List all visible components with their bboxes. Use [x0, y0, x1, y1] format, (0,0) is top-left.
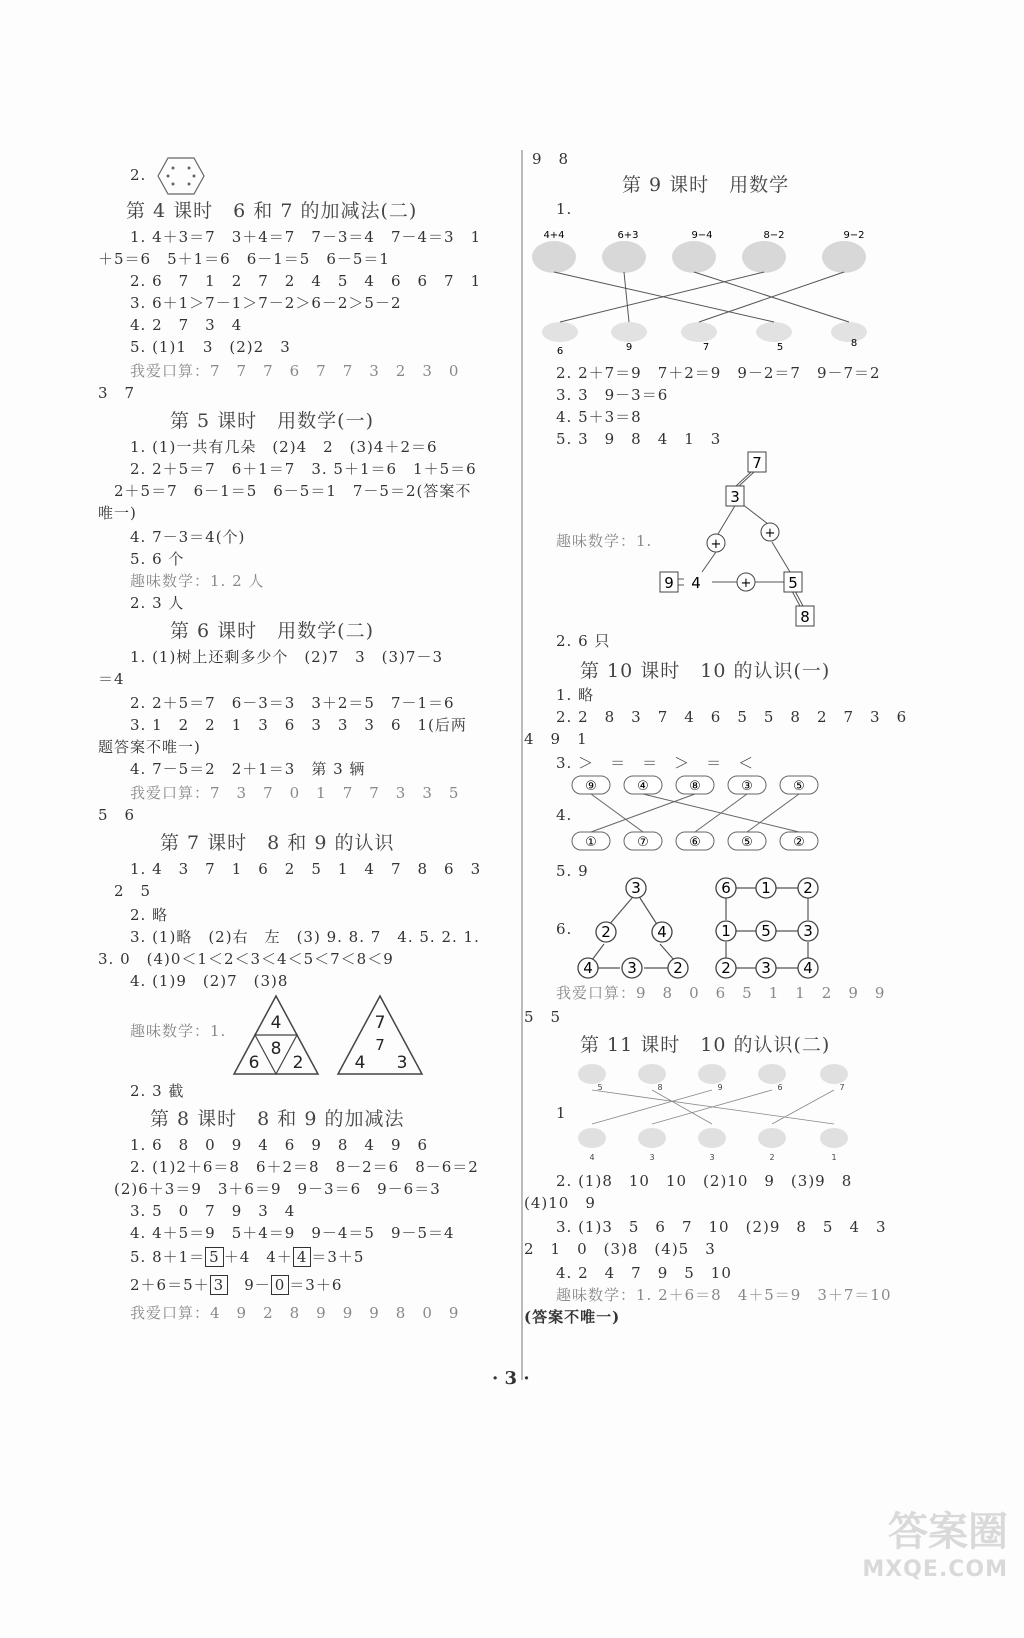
tri-number: 2	[673, 959, 683, 977]
squirrel-label: 6+3	[617, 230, 639, 241]
bead-lines	[591, 794, 799, 832]
answer-box: 0	[271, 1275, 290, 1295]
tree-operator: +	[740, 576, 752, 591]
animal-label: 1	[831, 1153, 837, 1162]
l8-line	[130, 1274, 342, 1295]
bead-label: ①	[585, 835, 597, 850]
r10-line: 2. 2 8 3 7 4 6 5 5 8 2 7 3 6	[556, 708, 908, 726]
sq-number: 5	[761, 922, 771, 940]
circle-triangle-puzzle	[574, 876, 714, 980]
l6-line: 4. 7－5＝2 2＋1＝3 第 3 辆	[130, 760, 366, 778]
l4-line: ＋5＝6 5＋1＝6 6－1＝5 6－5＝1	[98, 250, 390, 268]
l5-line: 1. (1)一共有几朵 (2)4 2 (3)4＋2＝6	[130, 438, 438, 456]
r11-line: 1	[556, 1104, 567, 1122]
l4-line: 3 7	[98, 384, 136, 402]
l7-line: 趣味数学：1.	[130, 1022, 227, 1040]
animal-label: 4	[589, 1153, 595, 1162]
l4-line: 3. 6＋1＞7－1＞7－2＞6－2＞5－2	[130, 294, 402, 312]
l4-line: 4. 2 7 3 4	[130, 316, 243, 334]
l6-line: ＝4	[98, 670, 125, 688]
sq-number: 1	[721, 922, 731, 940]
sq-number: 2	[721, 959, 731, 977]
animal-matching	[572, 1056, 872, 1168]
l8-eq-part: ＝3＋5	[311, 1248, 365, 1266]
lesson-10-title: 第 10 课时 10 的认识(一)	[580, 660, 831, 682]
mushroom-label: 7	[702, 342, 710, 353]
sq-number: 3	[803, 922, 813, 940]
r10-line: 6.	[556, 920, 573, 938]
l7-line: 3. (1)略 (2)右 左 (3) 9. 8. 7 4. 5. 2. 1.	[130, 928, 480, 946]
tree-number: 8	[800, 608, 810, 626]
r9-line: 5. 3 9 8 4 1 3	[556, 430, 722, 448]
r9-line: 2. 2＋7＝9 7＋2＝9 9－2＝7 9－7＝2	[556, 364, 881, 382]
l5-line: 4. 7－3＝4(个)	[130, 528, 246, 546]
squirrel-matching	[524, 222, 894, 362]
tree-number: 5	[788, 574, 798, 592]
lesson-7-title: 第 7 课时 8 和 9 的认识	[160, 832, 395, 854]
r11-line: 2. (1)8 10 10 (2)10 9 (3)9 8	[556, 1172, 853, 1190]
answer-box: 3	[210, 1275, 229, 1295]
tri-number: 3	[627, 959, 637, 977]
lesson-6-title: 第 6 课时 用数学(二)	[170, 620, 374, 642]
bead-label: ③	[741, 779, 753, 794]
animal-label: 2	[769, 1153, 775, 1162]
r10-line: 5. 9	[556, 862, 589, 880]
squirrel-icons	[532, 241, 866, 273]
squirrel-label: 4+4	[543, 230, 565, 241]
animal-label: 3	[649, 1153, 655, 1162]
tree-operator: +	[764, 526, 776, 541]
l7-line: 4. (1)9 (2)7 (3)8	[130, 972, 289, 990]
l6-line: 5 6	[98, 806, 136, 824]
triangle-outline	[338, 996, 422, 1074]
bead-label: ④	[637, 779, 649, 794]
l4-line: 我爱口算：7 7 7 6 7 7 3 2 3 0	[130, 362, 460, 380]
l4-line: 2. 6 7 1 2 7 2 4 5 4 6 6 7 1	[130, 272, 482, 290]
l8-eq-part: 9－	[228, 1276, 271, 1294]
lesson-9-title: 第 9 课时 用数学	[622, 174, 790, 196]
l7-line: 1. 4 3 7 1 6 2 5 1 4 7 8 6 3	[130, 860, 482, 878]
sq-number: 3	[761, 959, 771, 977]
hex-label: 2.	[130, 166, 147, 184]
bead-label: ⑦	[637, 835, 649, 850]
l6-line: 3. 1 2 2 1 3 6 3 3 3 6 1(后两	[130, 716, 467, 734]
l4-line: 5. (1)1 3 (2)2 3	[130, 338, 291, 356]
l7-line: 2. 略	[130, 906, 169, 924]
mushroom-label: 5	[776, 342, 784, 353]
r-line: 9 8	[532, 150, 570, 168]
answer-box: 4	[293, 1247, 312, 1267]
l8-eq-part: 2＋6＝5＋	[130, 1276, 210, 1294]
circle-square-puzzle	[714, 876, 834, 980]
tree-number: 3	[730, 488, 740, 506]
l5-line: 唯一)	[98, 504, 137, 522]
tri1-top: 4	[270, 1013, 282, 1033]
tree-number: 9	[664, 574, 674, 592]
l8-line: (2)6＋3＝9 3＋6＝9 9－3＝6 9－6＝3	[114, 1180, 441, 1198]
mushroom-label: 6	[556, 346, 564, 357]
l8-line: 2. (1)2＋6＝8 6＋2＝8 8－2＝6 8－6＝2	[130, 1158, 479, 1176]
r11-line: 趣味数学：1. 2＋6＝8 4＋5＝9 3＋7＝10	[556, 1286, 892, 1304]
number-tree-puzzle	[650, 448, 850, 628]
l7-line: 3. 0 (4)0＜1＜2＜3＜4＜5＜7＜8＜9	[98, 950, 394, 968]
r11-line: 4. 2 4 7 9 5 10	[556, 1264, 732, 1282]
hex-item	[130, 156, 206, 196]
l6-line: 我爱口算：7 3 7 0 1 7 7 3 3 5	[130, 784, 460, 802]
tri-number: 4	[583, 959, 593, 977]
tri2-top: 7	[374, 1013, 386, 1033]
l8-eq-part: ＝3＋6	[289, 1276, 343, 1294]
page-number: · 3 ·	[492, 1368, 530, 1389]
l8-eq-part: 5. 8＋1＝	[130, 1248, 206, 1266]
animal-lines	[592, 1090, 834, 1124]
r10-line: 4.	[556, 806, 573, 824]
tri1-left: 6	[248, 1053, 260, 1073]
r-line: 1.	[556, 200, 573, 218]
animal-label: 7	[839, 1083, 845, 1092]
sq-number: 2	[803, 879, 813, 897]
watermark-main: 答案圈	[888, 1509, 1008, 1555]
l5-line: 2. 3 人	[130, 594, 185, 612]
tree-operator: +	[710, 537, 722, 552]
l7-line: 2 5	[114, 882, 152, 900]
tri1-right: 2	[292, 1053, 304, 1073]
l7-line: 2. 3 截	[130, 1082, 185, 1100]
l4-line: 1. 4＋3＝7 3＋4＝7 7－3＝4 7－4＝3 1	[130, 228, 482, 246]
lesson-5-title: 第 5 课时 用数学(一)	[170, 410, 374, 432]
tree-number: 4	[691, 574, 701, 592]
l6-line: 1. (1)树上还剩多少个 (2)7 3 (3)7－3	[130, 648, 443, 666]
lesson-4-title: 第 4 课时 6 和 7 的加减法(二)	[126, 200, 418, 222]
r9-line: 4. 5＋3＝8	[556, 408, 642, 426]
sq-number: 4	[803, 959, 813, 977]
bead-label: ⑨	[585, 779, 597, 794]
r11-line: (4)10 9	[524, 1194, 596, 1212]
bead-label: ②	[793, 835, 805, 850]
l8-line: 3. 5 0 7 9 3 4	[130, 1202, 296, 1220]
mushroom-label: 8	[850, 338, 858, 349]
mushroom-label: 9	[625, 342, 633, 353]
squirrel-label: 9−4	[691, 230, 713, 241]
l5-line: 2＋5＝7 6－1＝5 6－5＝1 7－5＝2(答案不	[114, 482, 472, 500]
watermark-logo	[818, 1500, 1008, 1582]
l5-line: 5. 6 个	[130, 550, 185, 568]
bead-label: ⑤	[793, 779, 805, 794]
bead-label: ⑤	[741, 835, 753, 850]
l8-line: 我爱口算：4 9 2 8 9 9 9 8 0 9	[130, 1304, 460, 1322]
tri-number: 2	[601, 923, 611, 941]
mushroom-icons	[542, 322, 867, 342]
tree-number: 7	[752, 454, 762, 472]
r10-line: 1. 略	[556, 686, 595, 704]
l8-line: 4. 4＋5＝9 5＋4＝9 9－4＝5 9－5＝4	[130, 1224, 455, 1242]
tri1-center: 8	[270, 1039, 282, 1059]
watermark-url: MXQE.COM	[862, 1557, 1008, 1582]
r10-line: 5 5	[524, 1008, 562, 1026]
animal-label: 3	[709, 1153, 715, 1162]
bead-label: ⑥	[689, 835, 701, 850]
tri2-left: 4	[354, 1053, 366, 1073]
bead-matching	[568, 772, 838, 856]
l6-line: 2. 2＋5＝7 6－3＝3 3＋2＝5 7－1＝6	[130, 694, 455, 712]
animal-label: 9	[717, 1083, 723, 1092]
animal-label: 8	[657, 1083, 663, 1092]
lesson-8-title: 第 8 课时 8 和 9 的加减法	[150, 1108, 405, 1130]
answer-box: 5	[205, 1247, 224, 1267]
sq-number: 1	[761, 879, 771, 897]
triangle-puzzles	[230, 992, 430, 1080]
r9-line: 2. 6 只	[556, 632, 611, 650]
r11-line: (答案不唯一)	[524, 1308, 621, 1326]
animal-label: 6	[777, 1083, 783, 1092]
r11-line: 3. (1)3 5 6 7 10 (2)9 8 5 4 3	[556, 1218, 887, 1236]
bead-label: ⑧	[689, 779, 701, 794]
l5-line: 趣味数学：1. 2 人	[130, 572, 265, 590]
l8-line	[130, 1246, 364, 1267]
r10-line: 4 9 1	[524, 730, 588, 748]
animal-label: 5	[597, 1083, 603, 1092]
tri-number: 3	[631, 879, 641, 897]
r11-line: 2 1 0 (3)8 (4)5 3	[524, 1240, 716, 1258]
column-divider	[521, 150, 523, 1380]
hexagon-dots-icon	[156, 156, 206, 196]
lesson-11-title: 第 11 课时 10 的认识(二)	[580, 1034, 831, 1056]
l8-eq-part: ＋4 4＋	[223, 1248, 293, 1266]
sq-number: 6	[721, 879, 731, 897]
squirrel-label: 9−2	[843, 230, 865, 241]
l5-line: 2. 2＋5＝7 6＋1＝7 3. 5＋1＝6 1＋5＝6	[130, 460, 477, 478]
tri2-right: 3	[396, 1053, 408, 1073]
tri2-center: 7	[375, 1036, 385, 1054]
r9-line: 趣味数学：1.	[556, 532, 653, 550]
match-lines	[554, 272, 849, 322]
r10-line: 我爱口算：9 8 0 6 5 1 1 2 9 9	[556, 984, 886, 1002]
squirrel-label: 8−2	[763, 230, 785, 241]
l6-line: 题答案不唯一)	[98, 738, 201, 756]
r9-line: 3. 3 9－3＝6	[556, 386, 669, 404]
r10-line: 3. ＞ ＝ ＝ ＞ ＝ ＜	[556, 754, 755, 772]
animal-icons	[578, 1064, 848, 1148]
l8-line: 1. 6 8 0 9 4 6 9 8 4 9 6	[130, 1136, 429, 1154]
tri-number: 4	[657, 923, 667, 941]
